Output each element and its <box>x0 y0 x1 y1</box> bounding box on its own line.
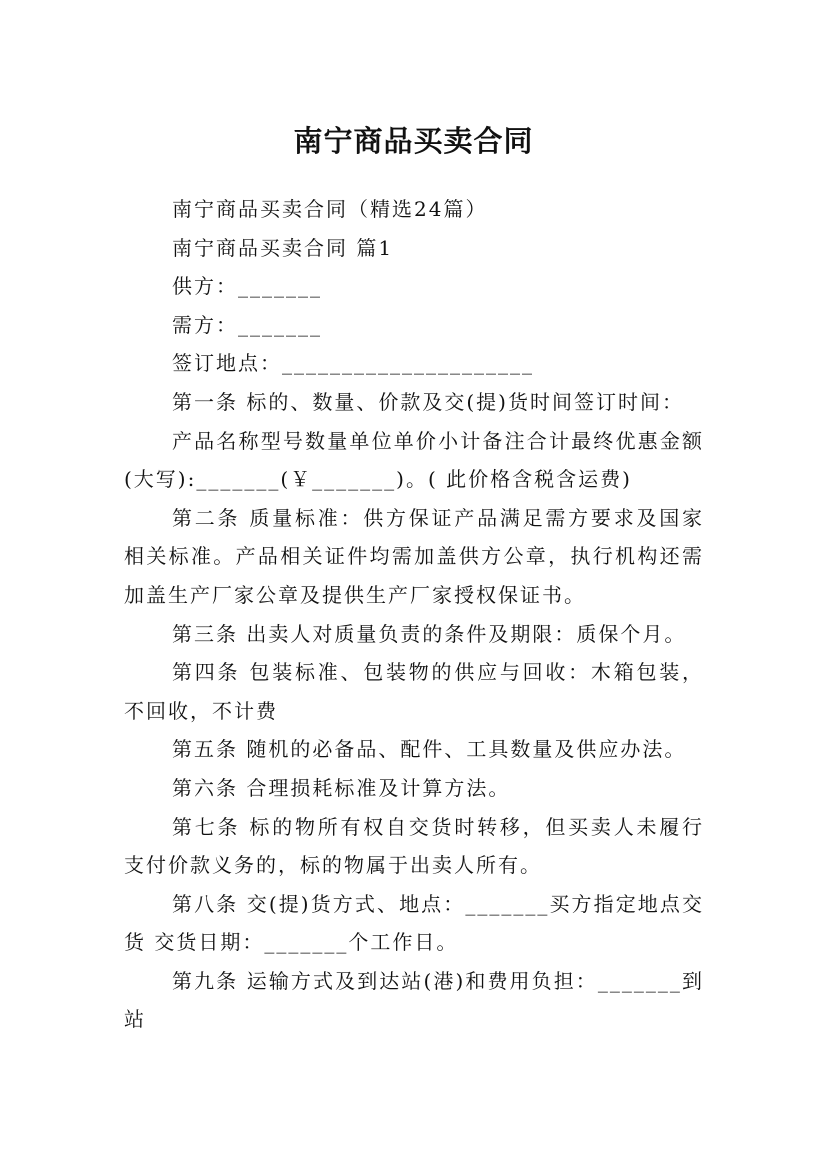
paragraph-article-6: 第六条 合理损耗标准及计算方法。 <box>172 775 511 800</box>
paragraph-product-price: 产品名称型号数量单位单价小计备注合计最终优惠金额(大写):_______(￥_______)。( 此价格含税含运费) <box>124 428 704 492</box>
paragraph-article-5: 第五条 随机的必备品、配件、工具数量及供应办法。 <box>172 737 687 762</box>
paragraph-buyer: 需方：_______ <box>172 312 322 337</box>
paragraph-article-2: 第二条 质量标准：供方保证产品满足需方要求及国家相关标准。产品相关证件均需加盖供方公章，执行机构还需加盖生产厂家公章及提供生产厂家授权保证书。 <box>124 505 704 607</box>
paragraph-subtitle: 南宁商品买卖合同（精选24篇） <box>172 197 488 221</box>
document-body <box>124 190 704 1039</box>
paragraph-article-3: 第三条 出卖人对质量负责的条件及期限：质保个月。 <box>172 621 687 646</box>
document-title: 南宁商品买卖合同 <box>293 124 534 159</box>
paragraph-signing-place: 签订地点：_____________________ <box>172 351 534 376</box>
paragraph-article-8: 第八条 交(提)货方式、地点：_______买方指定地点交货 交货日期：_______个工作日。 <box>124 891 704 955</box>
paragraph-article-7: 第七条 标的物所有权自交货时转移，但买卖人未履行支付价款义务的，标的物属于出卖人所有。 <box>124 814 704 878</box>
paragraph-supplier: 供方：_______ <box>172 274 322 299</box>
paragraph-section-heading: 南宁商品买卖合同 篇1 <box>172 235 394 260</box>
paragraph-article-1: 第一条 标的、数量、价款及交(提)货时间签订时间： <box>172 389 684 414</box>
paragraph-article-9: 第九条 运输方式及到达站(港)和费用负担：_______到站 <box>124 968 704 1032</box>
paragraph-article-4: 第四条 包装标准、包装物的供应与回收：木箱包装，不回收，不计费 <box>124 660 704 723</box>
